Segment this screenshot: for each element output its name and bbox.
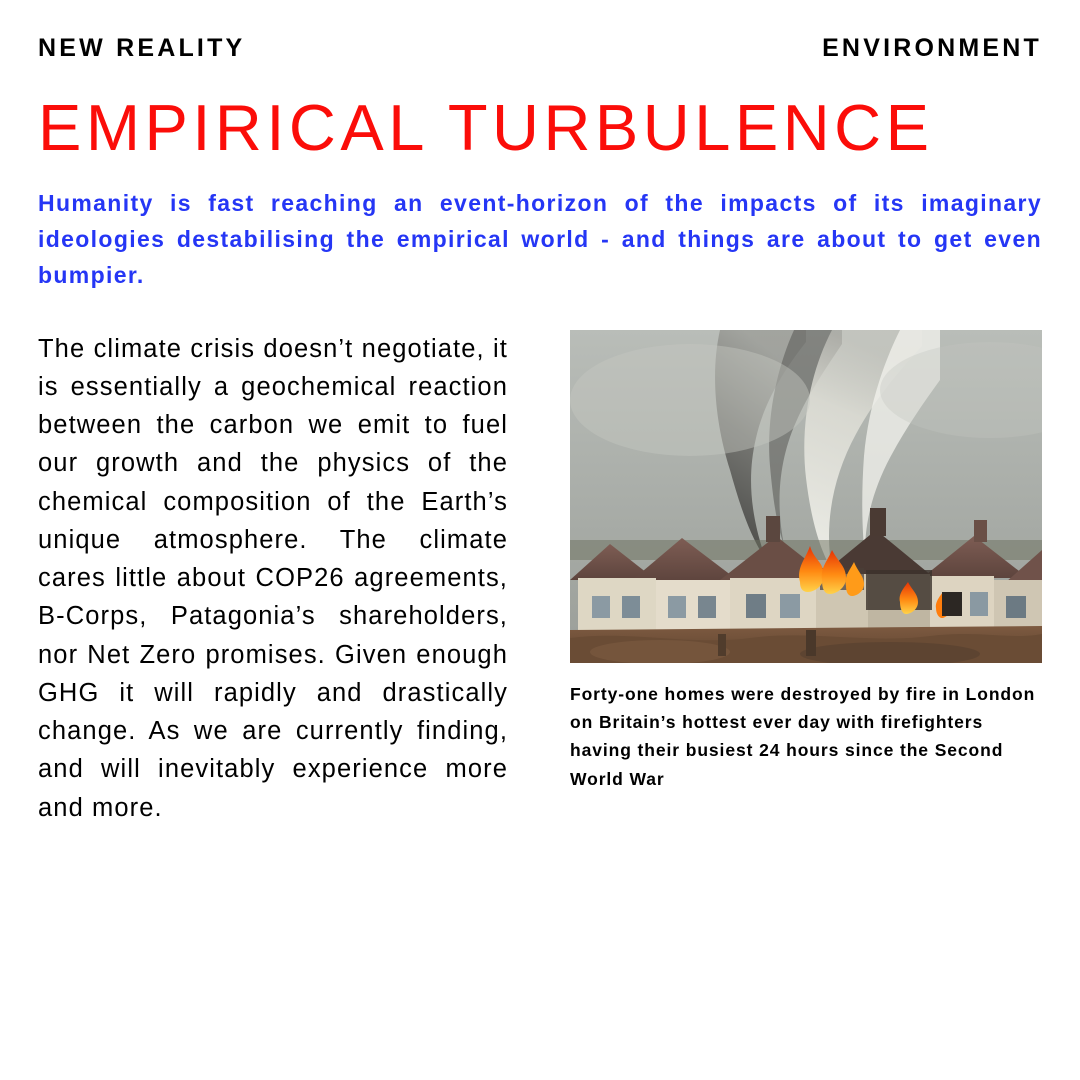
page-header [38, 34, 1042, 63]
standfirst-text: Humanity is fast reaching an event-horizon of the impacts of its imaginary ideologies destabilising the empirical world - and things are about to get even bumpier. [38, 189, 1042, 289]
body-text: The climate crisis doesn’t negotiate, it is essentially a geochemical reaction between the carbon we emit to fuel our growth and the physics of the chemical composition of the Earth’s unique atmosphere. The climate cares little about COP26 agreements, B-Corps, Patagonia’s shareholders, nor Net Zero promises. Given enough GHG it will rapidly and drastically change. As we are currently finding, and will inevitably experience more and more. [38, 334, 508, 822]
body-column [38, 330, 508, 827]
kicker-label: NEW REALITY [38, 34, 246, 62]
section-label: ENVIRONMENT [822, 34, 1042, 62]
page-title: EMPIRICAL TURBULENCE [38, 91, 934, 164]
content-columns [38, 330, 1042, 827]
figure-caption: Forty-one homes were destroyed by fire in London on Britain’s hottest ever day with firefighters having their busiest 24 hours since the Second World War [570, 683, 1036, 789]
figure-column [570, 330, 1042, 793]
fire-photo [570, 330, 1042, 663]
